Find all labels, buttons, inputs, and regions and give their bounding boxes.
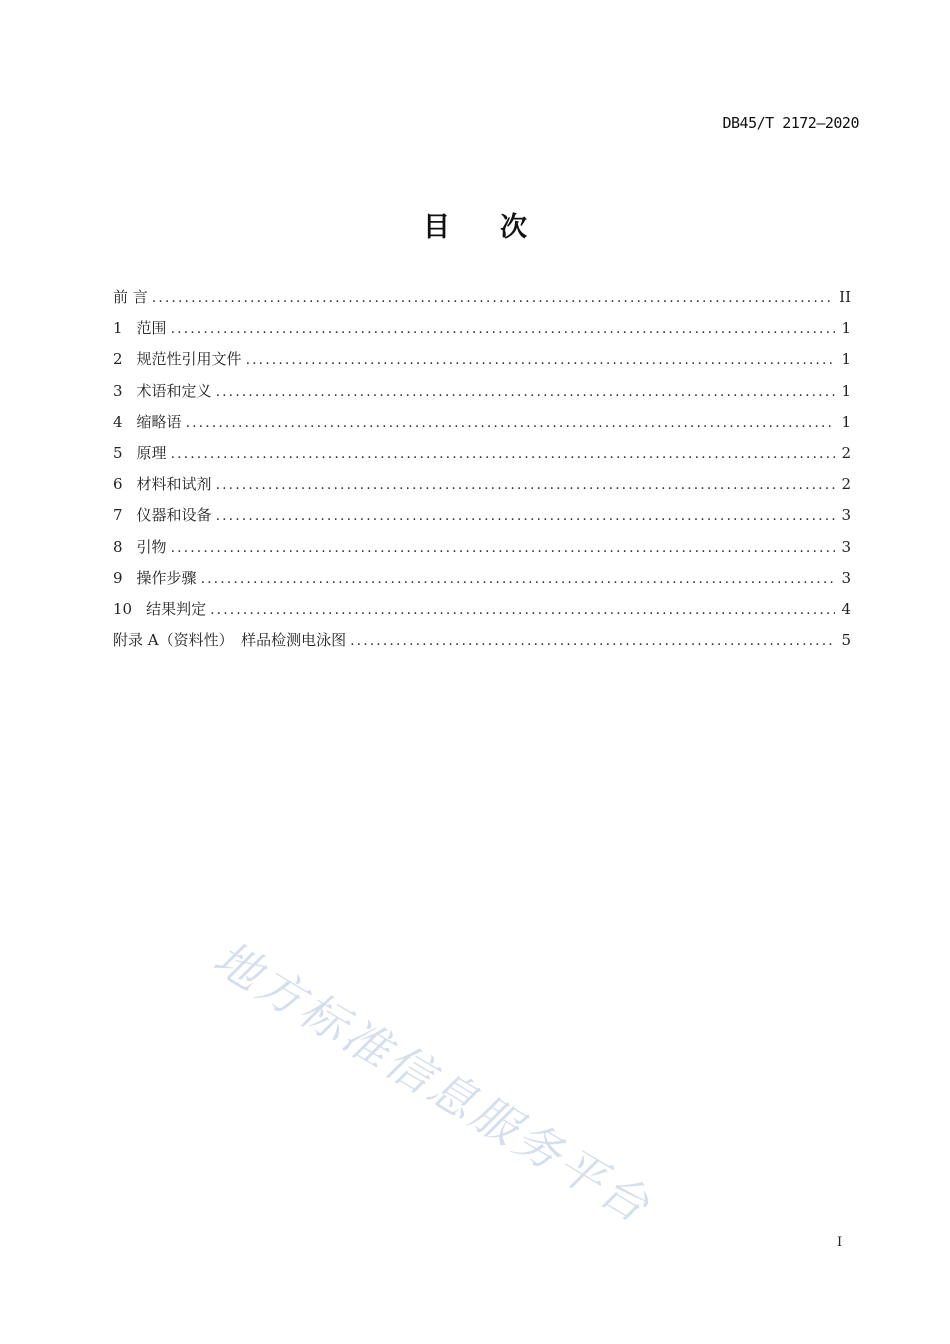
- toc-entry-page: 1: [841, 381, 851, 400]
- toc-leader-dots: [350, 628, 835, 654]
- toc-entry-9[interactable]: [113, 565, 851, 596]
- toc-entry-number: 3: [113, 381, 123, 400]
- toc-leader-dots: [171, 316, 835, 342]
- toc-entry-5[interactable]: [113, 440, 851, 471]
- toc-entry-label: 操作步骤: [136, 568, 197, 587]
- toc-leader-dots: [171, 441, 835, 467]
- toc-entry-number: 6: [113, 475, 123, 494]
- toc-entry-label: 仪器和设备: [136, 506, 212, 525]
- toc-entry-label: 结果判定: [146, 599, 207, 618]
- toc-entry-page: 3: [841, 537, 851, 556]
- title-char-2: 次: [500, 212, 527, 243]
- toc-leader-dots: [201, 566, 835, 592]
- page-number: I: [837, 1235, 843, 1250]
- toc-entry-label: 前 言: [113, 288, 148, 306]
- toc-entry-page: II: [839, 288, 851, 306]
- toc-leader-dots: [210, 597, 835, 623]
- toc-leader-dots: [246, 347, 835, 373]
- toc-entry-label: 范围: [136, 319, 167, 338]
- toc-entry-number: 10: [113, 599, 133, 618]
- toc-entry-page: 2: [841, 475, 851, 494]
- toc-entry-8[interactable]: [113, 534, 851, 565]
- toc-entry-label: 材料和试剂: [136, 475, 212, 494]
- toc-entry-page: 2: [841, 443, 851, 462]
- toc-entry-page: 1: [841, 319, 851, 338]
- toc-entry-4[interactable]: [113, 409, 851, 440]
- standard-number: DB45/T 2172—2020: [722, 114, 859, 132]
- toc-entry-label: 附录 A（资料性） 样品检测电泳图: [113, 631, 347, 650]
- toc-entry-foreword[interactable]: [113, 284, 851, 315]
- toc-leader-dots: [186, 410, 835, 436]
- toc-entry-number: 9: [113, 568, 123, 587]
- toc-entry-number: 7: [113, 506, 123, 525]
- toc-entry-page: 3: [841, 506, 851, 525]
- watermark: 地方标准信息服务平台: [204, 930, 661, 1235]
- toc-entry-10[interactable]: [113, 596, 851, 627]
- toc-list: [113, 284, 851, 658]
- toc-entry-page: 1: [841, 412, 851, 431]
- toc-entry-label: 缩略语: [136, 412, 182, 431]
- toc-entry-page: 1: [841, 350, 851, 369]
- toc-entry-label: 引物: [136, 537, 167, 556]
- toc-entry-label: 规范性引用文件: [136, 350, 242, 369]
- toc-leader-dots: [171, 535, 835, 561]
- toc-entry-appendix-a[interactable]: [113, 627, 851, 658]
- toc-entry-page: 3: [841, 568, 851, 587]
- toc-leader-dots: [152, 285, 833, 311]
- toc-leader-dots: [216, 503, 835, 529]
- toc-entry-label: 原理: [136, 443, 167, 462]
- toc-entry-3[interactable]: [113, 378, 851, 409]
- toc-entry-number: 2: [113, 350, 123, 369]
- toc-entry-number: 4: [113, 412, 123, 431]
- toc-entry-2[interactable]: [113, 346, 851, 377]
- toc-entry-number: 5: [113, 443, 123, 462]
- toc-leader-dots: [216, 379, 835, 405]
- page-title: [0, 205, 950, 244]
- toc-leader-dots: [216, 472, 835, 498]
- title-char-1: 目: [423, 212, 450, 243]
- toc-entry-7[interactable]: [113, 502, 851, 533]
- toc-entry-number: 8: [113, 537, 123, 556]
- toc-entry-page: 4: [841, 599, 851, 618]
- toc-entry-number: 1: [113, 319, 123, 338]
- toc-entry-page: 5: [841, 631, 851, 650]
- toc-entry-label: 术语和定义: [136, 381, 212, 400]
- toc-entry-6[interactable]: [113, 471, 851, 502]
- toc-entry-1[interactable]: [113, 315, 851, 346]
